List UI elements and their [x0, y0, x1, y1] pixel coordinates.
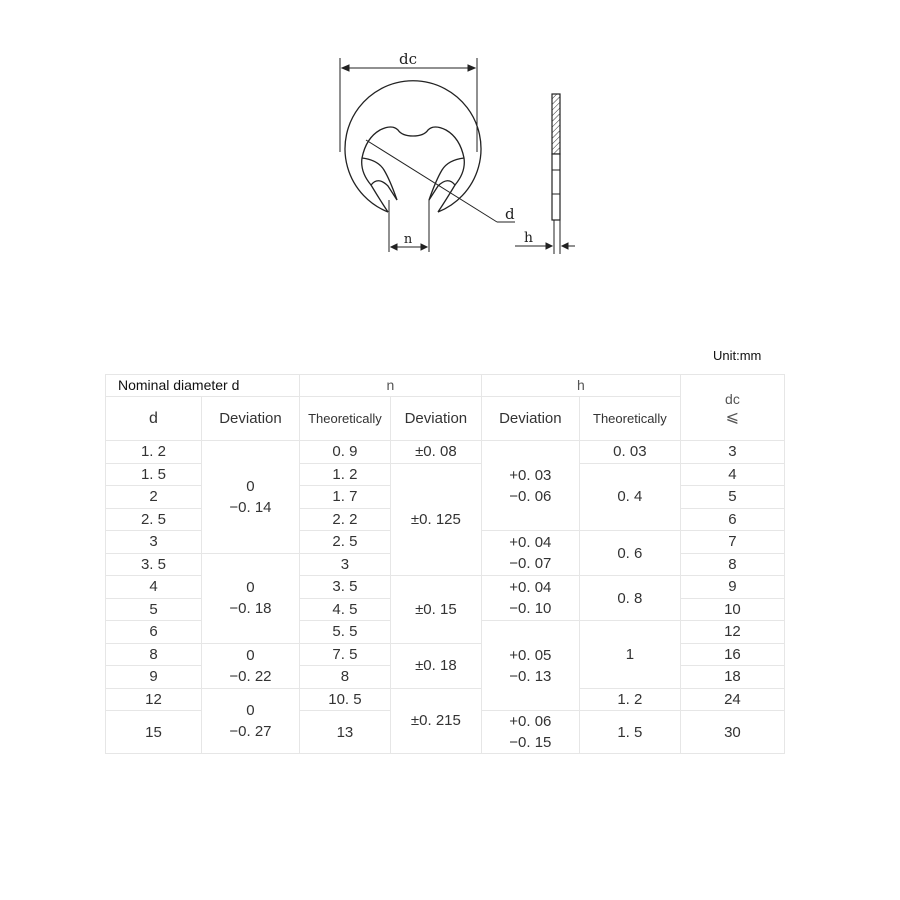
cell-d: 1. 2 — [106, 441, 202, 464]
deviation-upper: +0. 03 — [509, 466, 552, 484]
deviation-lower: −0. 10 — [509, 600, 552, 617]
subheader-n-deviation: Deviation — [390, 397, 481, 441]
subheader-h-deviation: Deviation — [481, 397, 579, 441]
cell-h-theoretically: 1. 5 — [579, 711, 680, 754]
h-dimension-label: h — [524, 230, 534, 246]
cell-d: 5 — [106, 598, 202, 621]
cell-n-theoretically: 4. 5 — [299, 598, 390, 621]
cell-d: 3. 5 — [106, 553, 202, 576]
cell-n-theoretically: 1. 7 — [299, 486, 390, 509]
cell-n-theoretically: 1. 2 — [299, 463, 390, 486]
cell-d-deviation — [201, 553, 299, 643]
cell-dc: 6 — [680, 508, 784, 531]
cell-d-deviation — [201, 688, 299, 754]
cell-h-deviation — [481, 441, 579, 531]
deviation-lower: −0. 13 — [509, 667, 552, 685]
cell-h-theoretically: 0. 6 — [579, 531, 680, 576]
header-dc-text: dc — [725, 391, 740, 407]
deviation-lower: −0. 18 — [229, 600, 272, 617]
cell-dc: 9 — [680, 576, 784, 599]
cell-d: 2. 5 — [106, 508, 202, 531]
cell-d: 12 — [106, 688, 202, 711]
n-dimension-label: n — [403, 232, 413, 247]
cell-d: 6 — [106, 621, 202, 644]
cell-n-theoretically: 13 — [299, 711, 390, 754]
deviation-upper: 0 — [246, 477, 255, 495]
cell-n-theoretically: 2. 5 — [299, 531, 390, 554]
subheader-h-theoretically: Theoretically — [579, 397, 680, 441]
deviation-upper: +0. 06 — [509, 713, 552, 730]
cell-n-theoretically: 5. 5 — [299, 621, 390, 644]
table-row — [106, 643, 785, 666]
cell-dc: 8 — [680, 553, 784, 576]
cell-d: 9 — [106, 666, 202, 689]
cell-dc: 5 — [680, 486, 784, 509]
cell-n-deviation: ±0. 08 — [390, 441, 481, 464]
cell-dc: 30 — [680, 711, 784, 754]
cell-dc: 12 — [680, 621, 784, 644]
deviation-upper: 0 — [246, 701, 255, 719]
cell-dc: 18 — [680, 666, 784, 689]
cell-d-deviation — [201, 643, 299, 688]
deviation-lower: −0. 14 — [229, 498, 272, 516]
cell-h-deviation — [481, 576, 579, 621]
d-dimension-label: d — [505, 205, 515, 223]
clip-gap-lips — [371, 181, 455, 212]
header-dc — [680, 375, 784, 441]
unit-label: Unit:mm — [713, 348, 762, 363]
cell-n-theoretically: 3 — [299, 553, 390, 576]
cell-h-deviation — [481, 621, 579, 711]
cell-h-theoretically: 0. 03 — [579, 441, 680, 464]
cell-h-theoretically: 1. 2 — [579, 688, 680, 711]
cell-dc: 3 — [680, 441, 784, 464]
cell-n-deviation: ±0. 125 — [390, 463, 481, 576]
cell-dc: 7 — [680, 531, 784, 554]
deviation-upper: +0. 04 — [509, 534, 552, 551]
cell-dc: 4 — [680, 463, 784, 486]
deviation-lower: −0. 27 — [229, 722, 272, 740]
cell-d: 8 — [106, 643, 202, 666]
cell-d: 15 — [106, 711, 202, 754]
cell-h-theoretically: 0. 8 — [579, 576, 680, 621]
cell-dc: 24 — [680, 688, 784, 711]
cell-n-theoretically: 8 — [299, 666, 390, 689]
e-clip-drawing — [0, 0, 900, 300]
cell-d: 4 — [106, 576, 202, 599]
deviation-lower: −0. 06 — [509, 487, 552, 505]
header-dc-symbol: ⩽ — [725, 409, 740, 426]
deviation-lower: −0. 07 — [509, 555, 552, 572]
dc-dimension-label: dc — [398, 50, 418, 68]
header-nominal-diameter: Nominal diameter d — [106, 375, 300, 397]
subheader-n-theoretically: Theoretically — [299, 397, 390, 441]
cell-n-theoretically: 7. 5 — [299, 643, 390, 666]
cell-n-theoretically: 2. 2 — [299, 508, 390, 531]
cell-h-theoretically: 0. 4 — [579, 463, 680, 531]
subheader-d-deviation: Deviation — [201, 397, 299, 441]
cell-h-theoretically: 1 — [579, 621, 680, 689]
deviation-upper: 0 — [246, 646, 255, 664]
deviation-upper: +0. 04 — [509, 579, 552, 596]
deviation-lower: −0. 22 — [229, 667, 272, 685]
deviation-upper: +0. 05 — [509, 646, 552, 664]
deviation-upper: 0 — [246, 579, 255, 596]
cell-h-deviation — [481, 531, 579, 576]
clip-side-view — [552, 94, 560, 220]
cell-d: 3 — [106, 531, 202, 554]
cell-n-deviation: ±0. 215 — [390, 688, 481, 754]
deviation-lower: −0. 15 — [509, 734, 552, 751]
cell-n-deviation: ±0. 15 — [390, 576, 481, 644]
cell-d-deviation — [201, 441, 299, 554]
cell-dc: 16 — [680, 643, 784, 666]
header-n: n — [299, 375, 481, 397]
cell-h-deviation — [481, 711, 579, 754]
cell-n-theoretically: 10. 5 — [299, 688, 390, 711]
cell-n-theoretically: 3. 5 — [299, 576, 390, 599]
cell-d: 1. 5 — [106, 463, 202, 486]
table-row — [106, 688, 785, 711]
clip-inner-profile — [362, 127, 465, 200]
header-h: h — [481, 375, 680, 397]
table-row — [106, 441, 785, 464]
e-clip-spec-table — [105, 374, 785, 754]
cell-n-deviation: ±0. 18 — [390, 643, 481, 688]
subheader-d: d — [106, 397, 202, 441]
cell-dc: 10 — [680, 598, 784, 621]
cell-d: 2 — [106, 486, 202, 509]
cell-n-theoretically: 0. 9 — [299, 441, 390, 464]
